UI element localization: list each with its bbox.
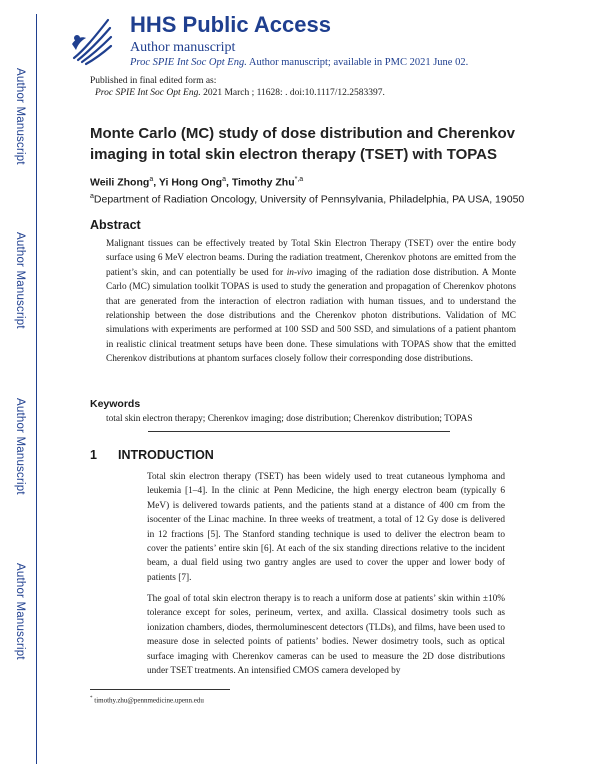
author-separator: , (153, 176, 159, 189)
author-manuscript-label: Author Manuscript (14, 232, 26, 329)
abstract-heading: Abstract (90, 218, 141, 232)
header-availability: Author manuscript; available in PMC 2021 June 02. (246, 57, 469, 68)
published-in-label: Published in final edited form as: (90, 76, 217, 86)
author-manuscript-label: Author Manuscript (14, 563, 26, 660)
author-manuscript-label: Author Manuscript (14, 68, 26, 165)
intro-paragraph: The goal of total skin electron therapy is to reach a uniform dose at patients’ skin within ±10% tolerance except for soles, perineum, vertex, and axilla. Classical dosimetry tools such as ionization chambers, diodes, thermoluminescent detectors (TLDs), and films, have been used to measure dose in selected points of patients’ bodies. Newer dosimetry tools, such as optical surface imaging with Cherenkov cameras can be used to measure the 2D dose distributions under TSET treatments. An intensified CMOS camera developed by (147, 594, 505, 677)
footnote-email: timothy.zhu@pennmedicine.upenn.edu (94, 696, 204, 705)
publication-journal: Proc SPIE Int Soc Opt Eng. (95, 88, 201, 98)
keywords-text: total skin electron therapy; Cherenkov imaging; dose distribution; Cherenkov distribution; TOPAS (106, 414, 473, 424)
footnote-mark: * (90, 696, 93, 701)
affiliation (90, 193, 524, 206)
section-divider (148, 431, 450, 432)
affiliation-mark: a (90, 193, 94, 200)
header-citation (130, 57, 468, 68)
author-manuscript-label: Author Manuscript (14, 398, 26, 495)
introduction-heading (90, 448, 214, 462)
footnote-divider (90, 689, 230, 690)
author-affil-mark: *,a (294, 176, 304, 183)
author-name: Yi Hong Ong (158, 176, 223, 189)
hhs-public-access-title: HHS Public Access (130, 12, 331, 37)
abstract-part: imaging of the radiation dose distribution. A Monte Carlo (MC) simulation toolkit TOPAS is used to study the generation and propagation of Cherenkov photons that are generated from the interaction of electron radiation with human tissues, and to understand the relationship between the dose distributions and the Cherenkov photon distributions. Validation of MC simulations with experiments are performed at 100 SSD and 500 SSD, and simulations of a patient phantom in realistic clinical treatment setups have been done. These simulations with TOPAS show that the emitted Cherenkov distributions at phantom surfaces closely follow their corresponding dose distributions. (106, 267, 516, 365)
author-name: Weili Zhong (90, 176, 150, 189)
author-affil-mark: a (149, 176, 154, 183)
keywords-heading: Keywords (90, 398, 141, 410)
affiliation-text: Department of Radiation Oncology, University of Pennsylvania, Philadelphia, PA USA, 19050 (93, 193, 525, 206)
footnote (90, 696, 204, 704)
intro-paragraph: Total skin electron therapy (TSET) has been widely used to treat cutaneous lymphoma and leukemia [1–4]. In the clinic at Penn Medicine, the high energy electron beam (typically 6 MeV) is delivered towards patients, and the patients stand at a distance of 400 cm from the isocenter of the Linac machine. In three weeks of treatment, a total of 12 Gy dose is delivered in 12 fractions [5]. The Stanford standing technique is used to deliver the electron beam to cover the patients’ entire skin [6]. At each of the six standing directions relative to the incident beam, a dual field using two gantry angles are used to cover the upper and lower body of patients [7]. (147, 472, 505, 583)
margin-divider (36, 14, 37, 764)
author-name: Timothy Zhu (231, 176, 295, 189)
author-list (90, 176, 303, 189)
abstract-italic: in-vivo (286, 267, 313, 278)
section-title: INTRODUCTION (118, 448, 214, 462)
section-number: 1 (90, 448, 97, 462)
author-affil-mark: a (222, 176, 226, 183)
publication-details: 2021 March ; 11628: . doi:10.1117/12.2583397. (200, 88, 385, 98)
abstract-text (106, 237, 516, 367)
paper-title: Monte Carlo (MC) study of dose distribution and Cherenkov imaging in total skin electron therapy (TSET) with TOPAS (90, 125, 516, 163)
hhs-eagle-logo-icon (68, 14, 114, 66)
author-manuscript-subtitle: Author manuscript (130, 40, 236, 55)
author-separator: , (225, 176, 232, 189)
abstract-part: Malignant tissues can be effectively treated by Total Skin Electron Therapy (TSET) over the entire body surface using 6 MeV electron beams. During the radiation treatment, Cherenkov photons are emitted from the patient’s skin, and can potentially be used for (106, 239, 516, 278)
publication-citation (95, 88, 385, 98)
header-journal: Proc SPIE Int Soc Opt Eng. (130, 57, 247, 68)
